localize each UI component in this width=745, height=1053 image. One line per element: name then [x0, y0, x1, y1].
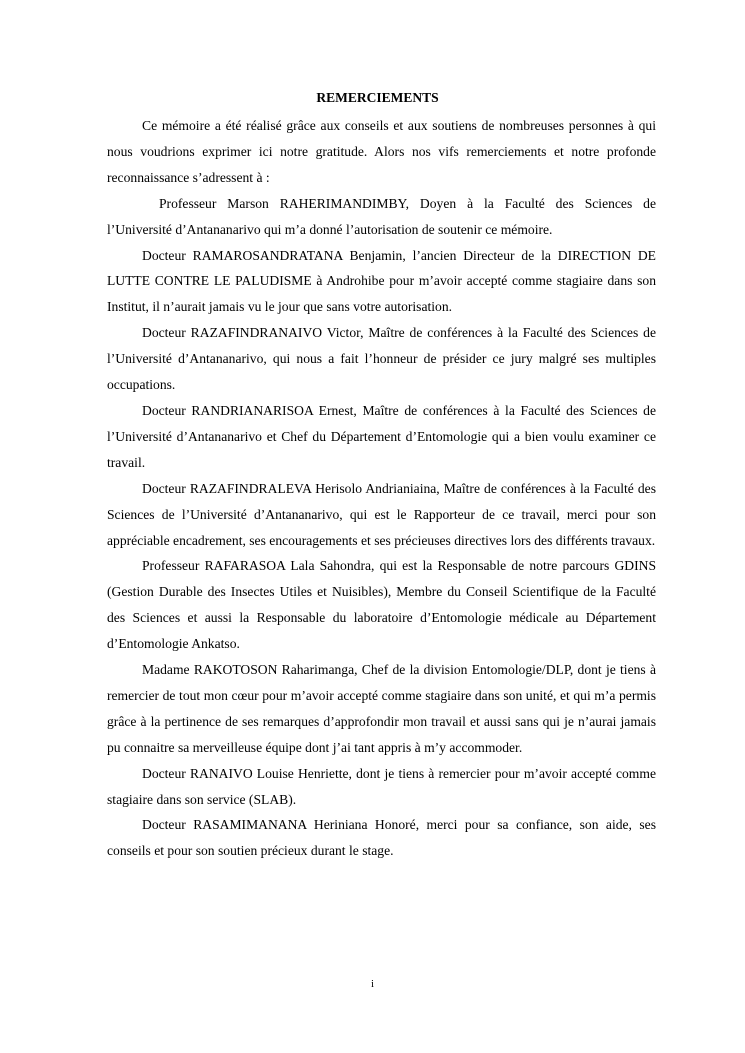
paragraph-rasamimanana: Docteur RASAMIMANANA Heriniana Honoré, merci pour sa confiance, son aide, ses conseils et pour son soutien précieux durant le stage.: [107, 817, 656, 859]
paragraph-intro: Ce mémoire a été réalisé grâce aux conseils et aux soutiens de nombreuses personnes à qui nous voudrions exprimer ici notre gratitude. Alors nos vifs remerciements et notre profonde reconnaissance s’adressent à :: [107, 118, 656, 185]
paragraph-rafarasoa: Professeur RAFARASOA Lala Sahondra, qui est la Responsable de notre parcours GDINS (Gestion Durable des Insectes Utiles et Nuisibles), Membre du Conseil Scientifique de la Faculté des Sciences et aussi la Responsable du laboratoire d’Entomologie médicale au Département d’Entomologie Ankatso.: [107, 558, 656, 652]
paragraph-randrianarisoa: Docteur RANDRIANARISOA Ernest, Maître de conférences à la Faculté des Sciences de l’Université d’Antananarivo et Chef du Département d’Entomologie qui a bien voulu examiner ce travail.: [107, 402, 656, 470]
paragraph-razafindranaivo: Docteur RAZAFINDRANAIVO Victor, Maître de conférences à la Faculté des Sciences de l’Université d’Antananarivo, qui nous a fait l’honneur de présider ce jury malgré ses multiples occupations.: [107, 325, 656, 393]
paragraph-razafindraleva: Docteur RAZAFINDRALEVA Herisolo Andrianiaina, Maître de conférences à la Faculté des Sciences de l’Université d’Antananarivo, qui est le Rapporteur de ce travail, merci pour son appréciable encadrement, ses encouragements et ses précieuses directives lors des différents travaux.: [107, 480, 656, 548]
paragraph-ramarosandratana: Docteur RAMAROSANDRATANA Benjamin, l’ancien Directeur de la DIRECTION DE LUTTE CONTRE LE PALUDISME à Androhibe pour m’avoir accepté comme stagiaire dans son Institut, il n’aurait jamais vu le jour que sans votre autorisation.: [107, 247, 656, 315]
page-number: i: [370, 978, 375, 990]
paragraph-ranaivo: Docteur RANAIVO Louise Henriette, dont je tiens à remercier pour m’avoir accepté comme stagiaire dans son service (SLAB).: [107, 765, 656, 807]
page-title: REMERCIEMENTS: [316, 90, 439, 105]
paragraph-raherimandimby: Professeur Marson RAHERIMANDIMBY, Doyen à la Faculté des Sciences de l’Université d’Antananarivo qui m’a donné l’autorisation de soutenir ce mémoire.: [107, 195, 656, 237]
paragraph-rakotoson: Madame RAKOTOSON Raharimanga, Chef de la division Entomologie/DLP, dont je tiens à remercier de tout mon cœur pour m’avoir accepté comme stagiaire dans son unité, et qui m’a permis grâce à la pertinence de ses remarques d’approfondir mon travail et aussi sans qui je n’aurai jamais pu connaitre sa merveilleuse équipe dont j’ai tant appris à m’y accommoder.: [107, 662, 656, 755]
acknowledgements-body: [107, 113, 656, 864]
